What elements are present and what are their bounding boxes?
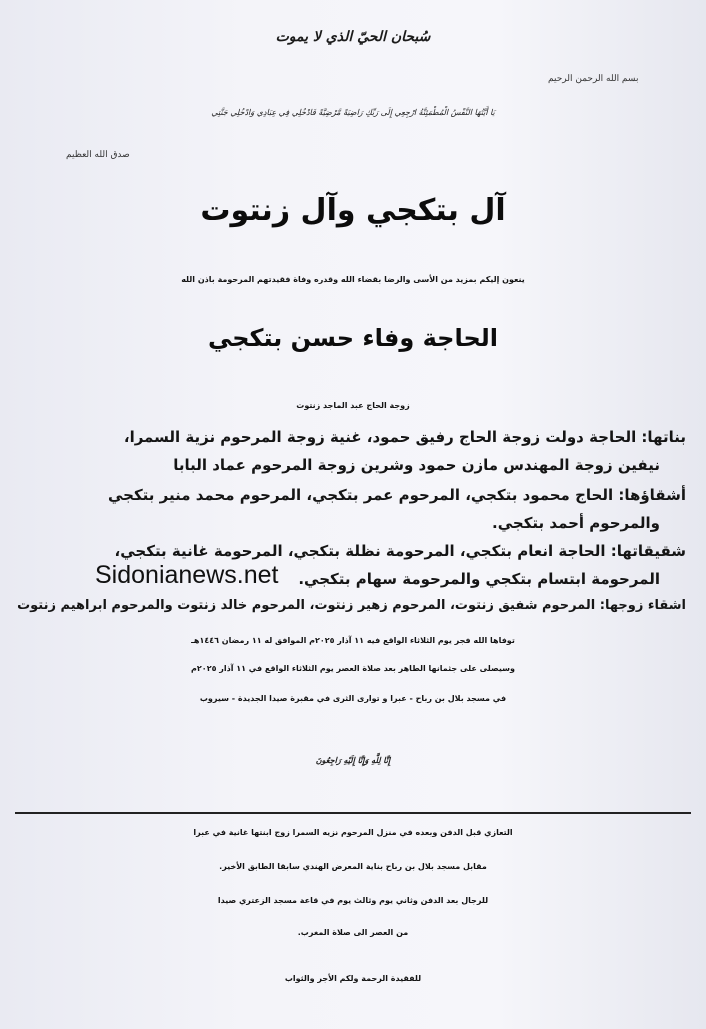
funeral-line: في مسجد بلال بن رباح - عبرا و توارى الثرى في مقبرة صيدا الجديدة - سيروب: [199, 694, 507, 703]
relatives-line: أشقاؤها: الحاج محمود بتكجي، المرحوم عمر بتكجي، المرحوم محمد منير بتكجي: [107, 486, 686, 504]
intro-text: ينعون إليكم بمزيد من الأسى والرضا بقضاء الله وقدره وفاة فقيدتهم المرحومة باذن الله: [181, 275, 525, 284]
deceased-name: الحاجة وفاء حسن بتكجي: [207, 324, 499, 352]
basmala: بسم الله الرحمن الرحيم: [548, 74, 639, 84]
relatives-line: شقيقاتها: الحاجة انعام بتكجي، المرحومة نظلة بتكجي، المرحومة غانية بتكجي،: [114, 542, 686, 560]
funeral-line: وسيصلى على جثمانها الطاهر بعد صلاة العصر يوم الثلاثاء الواقع في ١١ آذار ٢٠٢٥م: [191, 664, 515, 673]
divider-line: [15, 812, 691, 814]
closing-verse: إِنَّا لِلَّهِ وَإِنَّا إِلَيْهِ رَاجِعُونَ: [315, 755, 391, 765]
header-calligraphy: سُبحان الحيّ الذي لا يموت: [275, 29, 431, 45]
farewell-text: للفقيدة الرحمة ولكم الأجر والثواب: [284, 974, 422, 983]
funeral-line: توفاها الله فجر يوم الثلاثاء الواقع فيه ١١ آذار ٢٠٢٥م الموافق له ١١ رمضان ١٤٤٦هـ: [191, 636, 515, 645]
relatives-line: المرحومة ابتسام بتكجي والمرحومة سهام بتكجي.: [298, 570, 660, 588]
families-title: آل بتكجي وآل زنتوت: [200, 193, 506, 228]
condolence-line: التعازي قبل الدفن وبعده في منزل المرحوم نزيه السمرا زوج ابنتها غانية في عبرا: [193, 828, 513, 837]
condolence-line: للرجال بعد الدفن وثاني يوم وثالث يوم في قاعة مسجد الزعتري صيدا: [217, 896, 489, 905]
spouse-text: زوجة الحاج عبد الماجد زنتوت: [296, 401, 410, 410]
relatives-line: والمرحوم أحمد بتكجي.: [492, 514, 660, 532]
condolence-line: من العصر الى صلاة المغرب.: [297, 928, 409, 937]
relatives-line: بناتها: الحاجة دولت زوجة الحاج رفيق حمود، غنية زوجة المرحوم نزية السمرا،: [123, 428, 686, 446]
watermark-text: Sidonianews.net: [95, 561, 279, 589]
relatives-line: اشقاء زوجها: المرحوم شفيق زنتوت، المرحوم زهير زنتوت، المرحوم خالد زنتوت والمرحوم ابراهيم زنتوت: [17, 598, 686, 613]
sadaq-text: صدق الله العظيم: [66, 150, 130, 160]
condolence-line: مقابل مسجد بلال بن رباح بناية المعرض الهندي سابقا الطابق الأخير.: [219, 862, 487, 871]
quran-verse: يَا أَيَّتُهَا النَّفْسُ الْمُطْمَئِنَّةُ ارْجِعِي إِلَى رَبِّكِ رَاضِيَةً مَّرْضِيَّةً فَادْخُلِي فِي عِبَادِي وَادْخُلِي جَنَّتِي: [211, 108, 495, 117]
relatives-line: نيفين زوجة المهندس مازن حمود وشرين زوجة المرحوم عماد البابا: [173, 456, 660, 474]
